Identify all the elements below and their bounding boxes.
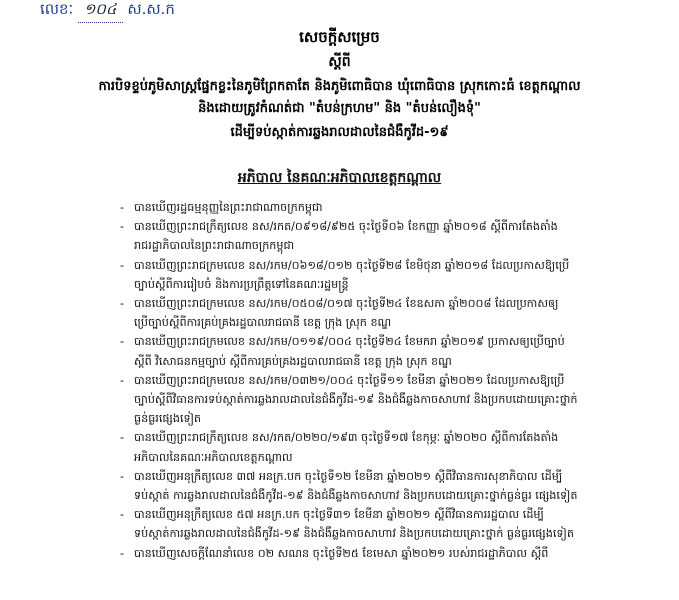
reference-number xyxy=(40,0,175,23)
list-item: - បានឃើញព្រះរាជក្រឹត្យលេខ នស/រកត/០២២០/១៩៣ ចុះថ្ងៃទី១៧ ខែកុម្ភៈ ឆ្នាំ២០២០ ស្តីពីការតែងតាំង អភិបាលនៃគណៈអភិបាលខេត្តកណ្តាល xyxy=(120,428,660,466)
reference-prefix: លេខៈ xyxy=(40,0,74,18)
list-item: - បានឃើញព្រះរាជក្រឹត្យលេខ នស/រកត/០៩១៨/៩២៥ ចុះថ្ងៃទី០៦ ខែកញ្ញា ឆ្នាំ២០១៨ ស្តីពីការតែងតាំង រាជរដ្ឋាភិបាលនៃព្រះរាជាណាចក្រកម្ពុជា xyxy=(120,217,660,255)
list-item: - បានឃើញព្រះរាជក្រមលេខ នស/រកម/០១១៩/០០៤ ចុះថ្ងៃទី២៤ ខែមករា ឆ្នាំ២០១៩ ប្រកាសឲ្យប្រើច្បាប់ ស្តីពី វិសោធនកម្មច្បាប់ ស្តីពីការគ្រប់គ្រងរដ្ឋបាលរាជធានី ខេត្ត ក្រុង ស្រុក ខណ្ឌ xyxy=(120,332,660,370)
document-title: សេចក្តីសម្រេច xyxy=(299,28,380,46)
legal-basis-list xyxy=(120,198,660,563)
document-subject-line-2: និងដោយត្រូវកំណត់ជា "តំបន់ក្រហម" និង "តំបន់លឿងទុំ" xyxy=(198,101,481,116)
reference-value: ១០៤ xyxy=(78,0,123,23)
list-item: - បានឃើញព្រះរាជក្រមលេខ នស/រកម/០៣២១/០០៤ ចុះថ្ងៃទី១១ ខែមីនា ឆ្នាំ២០២១ ដែលប្រកាសឱ្យប្រើ ច្បាប់ស្តីពីវិធានការទប់ស្កាត់ការឆ្លងរាលដាលនៃជំងឺកូវីដ-១៩ និងជំងឺឆ្លងកាចសាហាវ និងប្រកបដោយគ្រោះថ្នាក់ ធ្ងន់ធ្ងរផ្សេងទៀត xyxy=(120,371,660,429)
list-item: - បានឃើញអនុក្រឹត្យលេខ ៣៧ អនក្រ.បក ចុះថ្ងៃទី១២ ខែមីនា ឆ្នាំ២០២១ ស្តីពីវិធានការសុខាភិបាល ដើម្បី ទប់ស្កាត់ ការឆ្លងរាលដាលនៃជំងឺកូវីដ-១៩ និងជំងឺឆ្លងកាចសាហាវ និងប្រកបដោយគ្រោះថ្នាក់ធ្ងន់ធ្ងរ ផ្សេងទៀត xyxy=(120,467,660,505)
reference-suffix: ស.ស.ក xyxy=(127,0,175,18)
document-subject-line-3: ដើម្បីទប់ស្កាត់ការឆ្លងរាលដាលនៃជំងឺកូវីដ-១៩ xyxy=(230,125,449,140)
issuing-authority: អភិបាល នៃគណៈអភិបាលខេត្តកណ្តាល xyxy=(237,170,442,186)
list-item: - បានឃើញអនុក្រឹត្យលេខ ៥៧ អនក្រ.បក ចុះថ្ងៃទី៣១ ខែមីនា ឆ្នាំ២០២១ ស្តីពីវិធានការរដ្ឋបាល ដើម្បី ទប់ស្កាត់ការឆ្លងរាលដាលនៃជំងឺកូវីដ-១៩ និងជំងឺឆ្លងកាចសាហាវ និងប្រកបដោយគ្រោះថ្នាក់ ធ្ងន់ធ្ងរផ្សេងទៀត xyxy=(120,505,660,543)
document-title-about: ស្តីពី xyxy=(328,54,351,70)
document-subject-line-1: ការបិទខ្ទប់ភូមិសាស្ត្រផ្នែកខ្លះនៃភូមិព្រែកតាតែ និងភូមិពោធិបាន ឃុំពោធិបាន ស្រុកកោះធំ ខេត្តកណ្តាល xyxy=(98,79,581,94)
list-item: - បានឃើញរដ្ឋធម្មនុញ្ញនៃព្រះរាជាណាចក្រកម្ពុជា xyxy=(120,198,660,217)
list-item: - បានឃើញព្រះរាជក្រមលេខ នស/រកម/០៥០៨/០១៧ ចុះថ្ងៃទី២៤ ខែឧសភា ឆ្នាំ២០០៨ ដែលប្រកាសឲ្យ ប្រើច្បាប់ស្តីពីការគ្រប់គ្រងរដ្ឋបាលរាជធានី ខេត្ត ក្រុង ស្រុក ខណ្ឌ xyxy=(120,294,660,332)
list-item: - បានឃើញព្រះរាជក្រមលេខ នស/រកម/០៦១៨/០១២ ចុះថ្ងៃទី២៨ ខែមិថុនា ឆ្នាំ២០១៨ ដែលប្រកាសឱ្យប្រើ ច្បាប់ស្តីពីការរៀបចំ និងការប្រព្រឹត្តទៅនៃគណៈរដ្ឋមន្ត្រី xyxy=(120,256,660,294)
list-item: - បានឃើញសេចក្តីណែនាំលេខ ០២ សណន ចុះថ្ងៃទី២៥ ខែមេសា ឆ្នាំ២០២១ របស់រាជរដ្ឋាភិបាល ស្តីពី xyxy=(120,544,660,563)
